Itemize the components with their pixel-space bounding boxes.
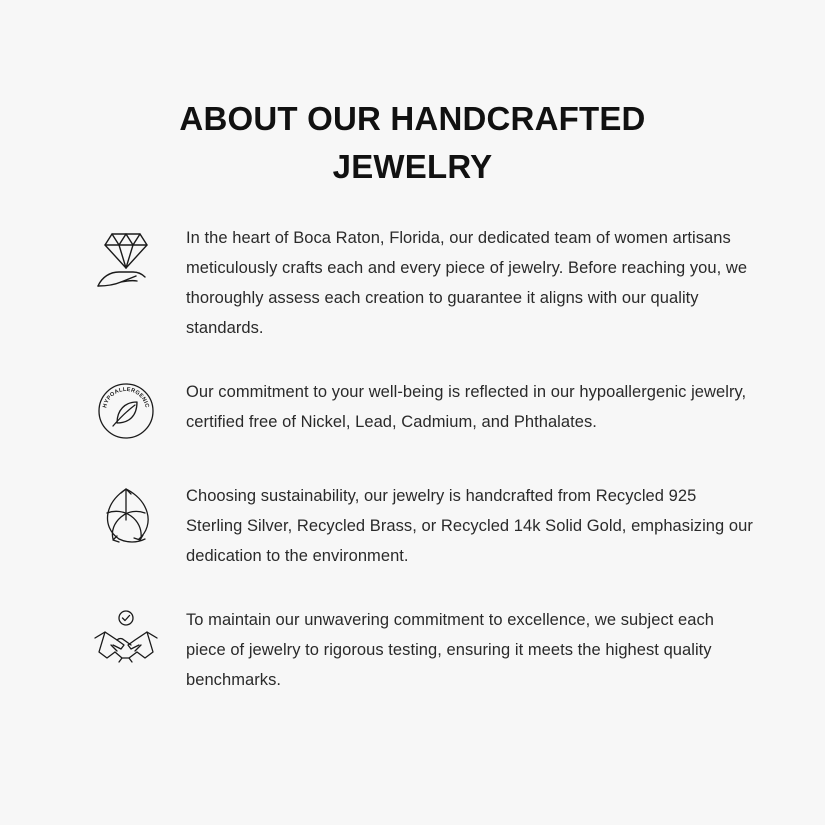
list-item-text: To maintain our unwavering commitment to excellence, we subject each piece of jewelry to rigorous testing, ensuring it meets the highest quality benchmarks.: [186, 611, 714, 689]
list-item: [90, 601, 755, 695]
list-item-text: In the heart of Boca Raton, Florida, our dedicated team of women artisans meticulously crafts each and every piece of jewelry. Before reaching you, we thoroughly assess each creation to guarantee it aligns with our quality standards.: [186, 229, 748, 337]
diamond-in-hand-icon: [90, 221, 162, 293]
recycling-leaves-icon: [90, 479, 162, 551]
hypoallergenic-leaf-badge-icon: [90, 375, 162, 447]
page-title: ABOUT OUR HANDCRAFTED JEWELRY: [179, 100, 646, 185]
list-item: [90, 219, 755, 343]
list-item-text: Our commitment to your well-being is reflected in our hypoallergenic jewelry, certified free of Nickel, Lead, Cadmium, and Phthalates.: [186, 383, 747, 431]
list-item-text: Choosing sustainability, our jewelry is handcrafted from Recycled 925 Sterling Silver, Recycled Brass, or Recycled 14k Solid Gold, emphasizing our dedication to the environment.: [186, 487, 753, 565]
feature-list: [90, 219, 755, 695]
handshake-check-icon: [90, 603, 162, 675]
list-item: [90, 373, 755, 447]
svg-text:HYPOALLERGENIC: HYPOALLERGENIC: [102, 386, 150, 409]
list-item: [90, 477, 755, 571]
